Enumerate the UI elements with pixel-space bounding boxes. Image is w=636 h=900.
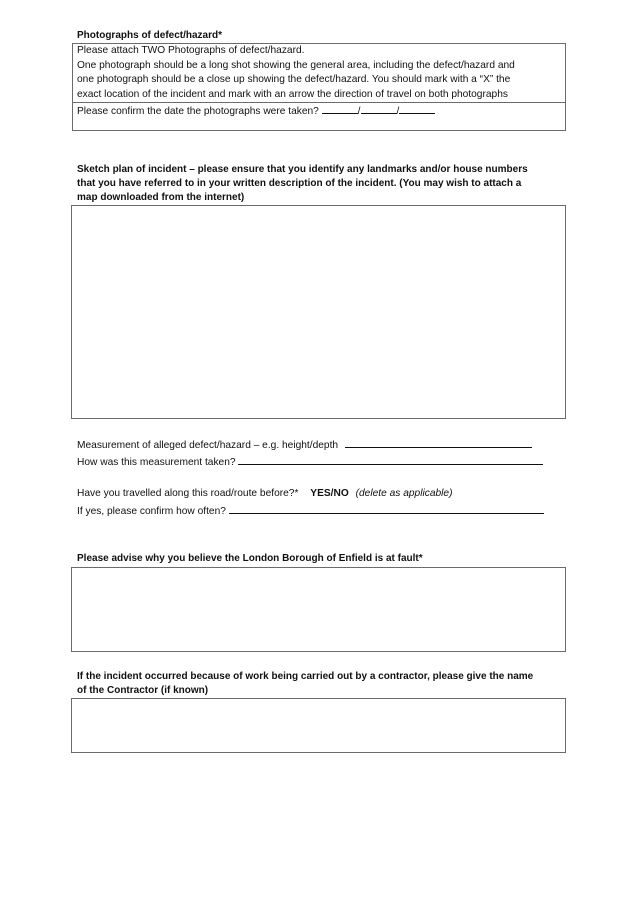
- photo-date-separator-1: /: [357, 106, 361, 117]
- photos-instruction-4: exact location of the incident and mark with an arrow the direction of travel on both photographs: [77, 88, 508, 100]
- measurement-row: [77, 437, 532, 454]
- photos-instruction-2: One photograph should be a long shot showing the general area, including the defect/hazard and: [77, 59, 515, 71]
- fault-heading: Please advise why you believe the London Borough of Enfield is at fault*: [77, 553, 423, 564]
- photo-date-day-field[interactable]: [322, 103, 358, 114]
- travel-question: Have you travelled along this road/route before?*: [77, 488, 299, 499]
- measurement-method-row: [77, 454, 543, 471]
- travel-frequency-question: If yes, please confirm how often?: [77, 506, 226, 517]
- photo-date-year-field[interactable]: [399, 103, 435, 114]
- contractor-heading-line-2: of the Contractor (if known): [77, 685, 209, 696]
- sketch-heading-line-1: Sketch plan of incident – please ensure that you identify any landmarks and/or house numbers: [77, 164, 528, 175]
- measurement-method-field[interactable]: [238, 454, 543, 465]
- measurement-question: Measurement of alleged defect/hazard – e.g. height/depth: [77, 440, 339, 451]
- travel-frequency-row: [77, 503, 544, 520]
- photos-instruction-1: Please attach TWO Photographs of defect/hazard.: [77, 45, 305, 56]
- photo-date-separator-2: /: [396, 106, 400, 117]
- sketch-heading-line-3: map downloaded from the internet): [77, 192, 245, 203]
- contractor-heading-line-1: If the incident occurred because of work being carried out by a contractor, please give the name: [77, 671, 534, 682]
- sketch-heading-line-2: that you have referred to in your written description of the incident. (You may wish to attach a: [77, 178, 522, 189]
- photos-date-prompt: Please confirm the date the photographs were taken?: [77, 106, 319, 117]
- sketch-plan-box[interactable]: [71, 205, 566, 419]
- travel-yes-no[interactable]: YES/NO: [310, 488, 349, 499]
- contractor-name-box[interactable]: [71, 698, 566, 753]
- travel-row: [77, 487, 452, 502]
- measurement-field[interactable]: [345, 437, 532, 448]
- travel-options-note: (delete as applicable): [355, 488, 453, 499]
- photos-heading: Photographs of defect/hazard*: [77, 30, 223, 41]
- photos-instruction-3: one photograph should be a close up showing the defect/hazard. You should mark with a “X” the: [77, 74, 511, 85]
- fault-reason-box[interactable]: [71, 567, 566, 652]
- measurement-method-question: How was this measurement taken?: [77, 457, 236, 468]
- travel-frequency-field[interactable]: [229, 503, 544, 514]
- photo-date-month-field[interactable]: [361, 103, 397, 114]
- photos-date-row: [77, 103, 435, 120]
